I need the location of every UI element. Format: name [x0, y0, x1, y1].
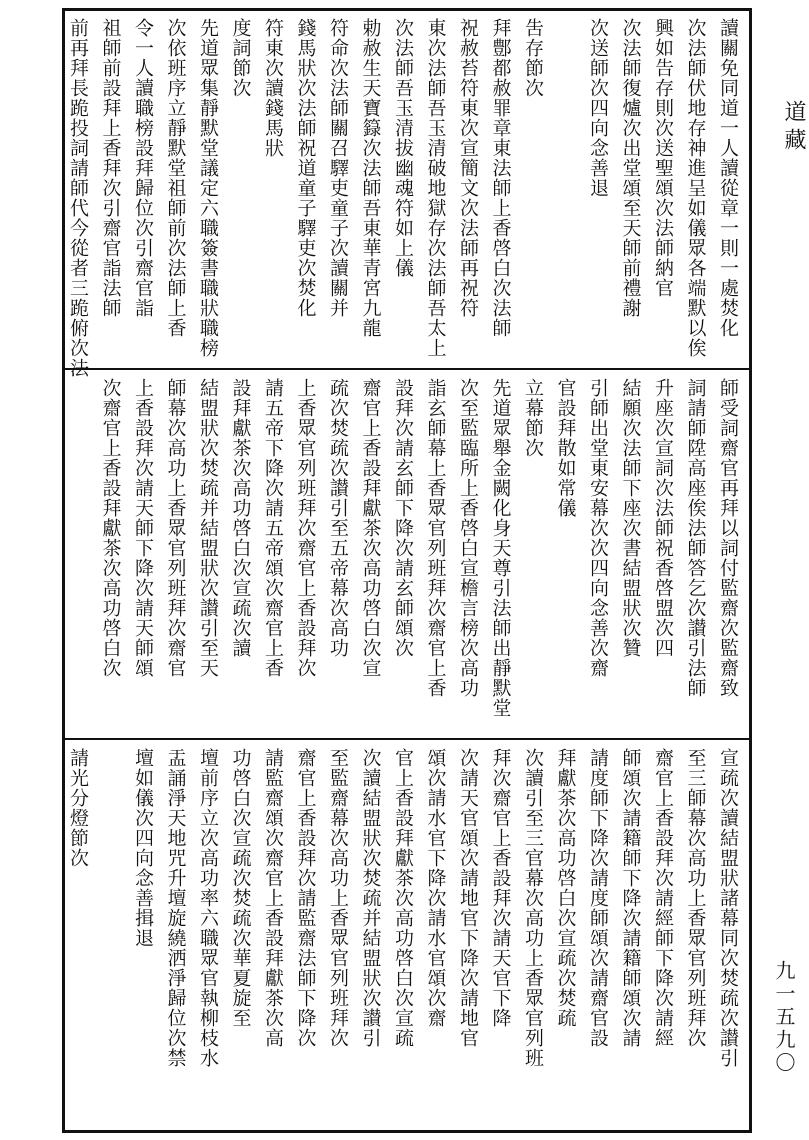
text-column: 次法師伏地存神進呈如儀眾各端默以俟: [684, 18, 707, 358]
register-divider-bottom: [62, 738, 752, 740]
text-column: 祖師前設拜上香拜次引齋官詣法師: [99, 18, 122, 318]
text-column: 齋官上香設拜次請經師下降次請經: [652, 748, 674, 1048]
text-column: 壇如儀次四向念善揖退: [132, 748, 154, 948]
text-column: 結盟狀次焚疏并結盟狀次讃引至天: [197, 378, 219, 678]
text-column: 次請天官頌次請地官下降次請地官: [457, 748, 479, 1048]
text-column: 師頌次請籍師下降次請籍師頌次請: [619, 748, 642, 1048]
text-column: 次至監臨所上香啓白宣檐言榜次高功: [457, 378, 479, 698]
text-column: 興如告存則次送聖頌次法師納官: [652, 18, 674, 298]
text-column: 請光分燈節次: [67, 748, 89, 868]
text-column: 宣疏次讀結盟狀諸幕同次焚疏次讃引: [717, 748, 739, 1068]
register-top: [64, 12, 750, 378]
text-column: 讀關免同道一人讀從章一則一處焚化: [717, 18, 739, 338]
text-column: 壇前序立次高功率六職眾官執柳枝水: [197, 748, 219, 1068]
text-column: 符東次讀錢馬狀: [262, 18, 284, 158]
text-column: 詞請師陞高座俟法師答乞次讃引法師: [684, 378, 707, 698]
text-column: 次讀引至三官幕次高功上香眾官列班: [522, 748, 544, 1068]
text-column: 至監齋幕次高功上香眾官列班拜次: [327, 748, 349, 1048]
text-column: 拜次齋官上香設拜次請天官下降: [489, 748, 512, 1028]
text-column: 東次法師吾玉清破地獄存次法師吾太上: [424, 18, 447, 358]
text-column: 請監齋頌次齋官上香設拜獻茶次高: [262, 748, 284, 1048]
text-column: 次依班序立靜默堂祖師前次法師上香: [164, 18, 187, 338]
text-column: 齋官上香設拜獻茶次高功啓白次宣: [359, 378, 382, 678]
text-column: 先道眾舉金闕化身天尊引法師出靜默堂: [489, 378, 512, 718]
text-column: 次送師次四向念善退: [587, 18, 609, 198]
text-column: 設拜次請玄師下降次請玄師頌次: [392, 378, 414, 658]
text-column: 請度師下降次請度師頌次請齋官設: [587, 748, 609, 1048]
text-column: 師幕次高功上香眾官列班拜次齋官: [164, 378, 187, 678]
page-number: 九一五九〇: [772, 960, 796, 1075]
text-column: 詣玄師幕上香眾官列班拜次齋官上香: [424, 378, 447, 698]
text-column: 上香眾官列班拜次齋官上香設拜次: [294, 378, 317, 678]
text-column: 引師出堂東安幕次次四向念善次齋: [587, 378, 609, 678]
text-column: 度詞節次: [229, 18, 252, 98]
register-bottom: [64, 742, 750, 1130]
text-column: 師受詞齋官再拜以詞付監齋次監齋致: [717, 378, 739, 698]
text-column: 設拜獻茶次高功啓白次宣疏次讀: [229, 378, 252, 658]
text-column: 頌次請水官下降次請水官頌次齋: [424, 748, 447, 1028]
text-column: 齋官上香設拜次請監齋法師下降次: [294, 748, 317, 1048]
text-column: 勅赦生天寶籙次法師吾東華青宮九龍: [359, 18, 382, 338]
text-column: 祝赦苔符東次宣簡文次法師再祝符: [457, 18, 479, 318]
text-column: 前再拜長跪投詞請師代今從者三跪俯次法: [67, 18, 89, 378]
text-column: 先道眾集靜默堂議定六職簽書職狀職榜: [197, 18, 219, 358]
text-column: 拜獻茶次高功啓白次宣疏次焚疏: [554, 748, 577, 1028]
text-column: 吿存節次: [522, 18, 544, 98]
text-column: 至三師幕次高功上香眾官列班拜次: [684, 748, 707, 1048]
text-column: 功啓白次宣疏次焚疏次華夏旋至: [229, 748, 252, 1028]
text-column: 升座次宣詞次法師祝香啓盟次四: [652, 378, 674, 658]
register-divider-top: [62, 368, 752, 370]
text-column: 立幕節次: [522, 378, 544, 458]
text-column: 次讀結盟狀次焚疏并結盟狀次讃引: [359, 748, 382, 1048]
text-column: 次法師復爐次出堂頌至天師前禮謝: [619, 18, 642, 318]
text-column: 錢馬狀次法師祝道童子驛吏次焚化: [294, 18, 317, 318]
text-column: 請五帝下降次請五帝頌次齋官上香: [262, 378, 284, 678]
text-column: 次法師吾玉清拔幽魂符如上儀: [392, 18, 414, 278]
collection-mark: 道藏: [781, 100, 806, 156]
text-column: 令一人讀職榜設拜歸位次引齋官詣: [132, 18, 154, 318]
text-column: 官上香設拜獻茶次高功啓白次宣疏: [392, 748, 414, 1048]
text-column: 盂誦淨天地咒升壇旋繞洒淨歸位次禁: [164, 748, 187, 1068]
text-column: 上香設拜次請天師下降次請天師頌: [132, 378, 154, 678]
text-column: 次齋官上香設拜獻茶次高功啓白次: [99, 378, 122, 678]
text-column: 結願次法師下座次書結盟狀次贊: [619, 378, 642, 658]
text-column: 拜鄷都赦罪章東法師上香啓白次法師: [489, 18, 512, 338]
text-column: 疏次焚疏次讃引至五帝幕次高功: [327, 378, 349, 658]
register-middle: [64, 372, 750, 736]
text-column: 符命次法師關召驛吏童子次讀關并: [327, 18, 349, 318]
text-column: 官設拜散如常儀: [554, 378, 577, 518]
